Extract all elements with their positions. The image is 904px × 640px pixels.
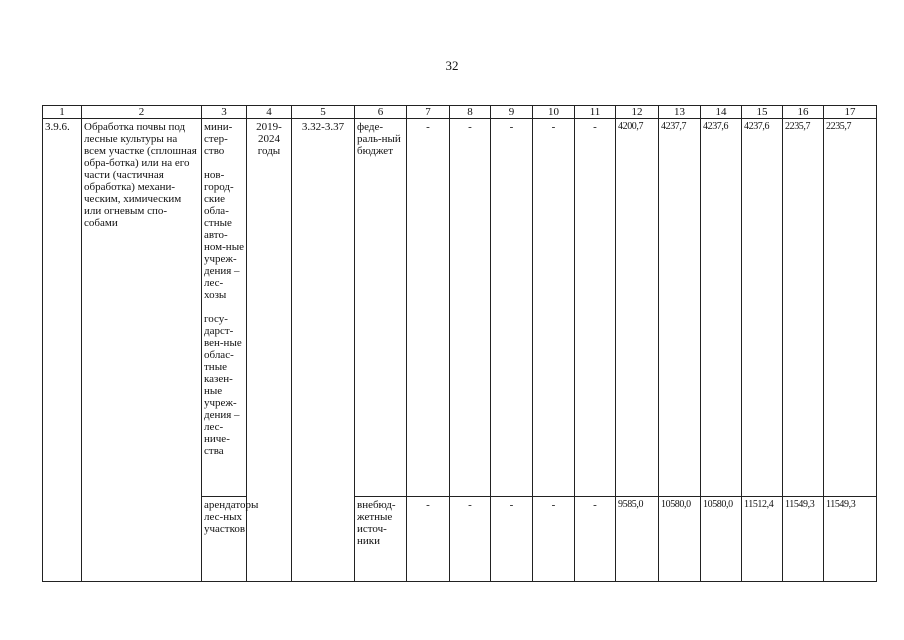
value-cell: 4237,6 [742, 119, 783, 497]
header-cell: 8 [450, 106, 491, 119]
value-cell: - [407, 119, 450, 497]
header-cell: 16 [783, 106, 824, 119]
table-row [43, 119, 877, 497]
value-cell: 4200,7 [616, 119, 659, 497]
header-cell: 7 [407, 106, 450, 119]
executor-tenants: арендаторы лес-ных участков [202, 496, 247, 581]
funding-source: внебюд-жетные источ-ники [355, 496, 407, 581]
header-cell: 13 [659, 106, 701, 119]
indicator-cell: 3.32-3.37 [292, 119, 355, 582]
value-cell: - [450, 119, 491, 497]
header-cell: 12 [616, 106, 659, 119]
header-cell: 10 [533, 106, 575, 119]
header-cell: 9 [491, 106, 533, 119]
header-cell: 5 [292, 106, 355, 119]
header-cell: 2 [82, 106, 202, 119]
executor-ministry: мини-стер-ство [204, 121, 233, 158]
funding-source: феде-раль-ный бюджет [355, 119, 407, 497]
value-cell: - [533, 119, 575, 497]
activity-description: Обработка почвы под лесные культуры на всем участке (сплошная обра-ботка) или на его части (частичная обработка) механи-ческим, химическим или огневым спо-собами [82, 119, 202, 582]
value-cell: 11549,3 [824, 496, 877, 581]
page-number: 32 [445, 58, 459, 73]
value-cell: - [450, 496, 491, 581]
header-cell: 15 [742, 106, 783, 119]
value-cell: - [407, 496, 450, 581]
value-cell: 9585,0 [616, 496, 659, 581]
header-cell: 11 [575, 106, 616, 119]
executor-leskhozy: нов-город-ские обла-стные авто-ном-ные учреж-дения – лес-хозы [204, 169, 244, 302]
period-cell: 2019-2024 годы [247, 119, 292, 582]
value-cell: 11549,3 [783, 496, 824, 581]
executor-cell [202, 119, 247, 497]
value-cell: - [575, 119, 616, 497]
header-cell: 6 [355, 106, 407, 119]
value-cell: 11512,4 [742, 496, 783, 581]
header-cell: 4 [247, 106, 292, 119]
activity-code: 3.9.6. [43, 119, 82, 582]
header-cell: 17 [824, 106, 877, 119]
executor-lesnichestva: госу-дарст-вен-ные облас-тные казен-ные учреж-дения – лес-ниче-ства [204, 313, 242, 458]
value-cell: 2235,7 [824, 119, 877, 497]
value-cell: - [575, 496, 616, 581]
header-cell: 1 [43, 106, 82, 119]
value-cell: - [491, 119, 533, 497]
value-cell: 2235,7 [783, 119, 824, 497]
header-row [43, 106, 877, 119]
header-cell: 3 [202, 106, 247, 119]
header-cell: 14 [701, 106, 742, 119]
budget-table [42, 105, 877, 582]
value-cell: - [533, 496, 575, 581]
value-cell: 4237,6 [701, 119, 742, 497]
value-cell: 10580,0 [659, 496, 701, 581]
value-cell: 10580,0 [701, 496, 742, 581]
value-cell: 4237,7 [659, 119, 701, 497]
value-cell: - [491, 496, 533, 581]
